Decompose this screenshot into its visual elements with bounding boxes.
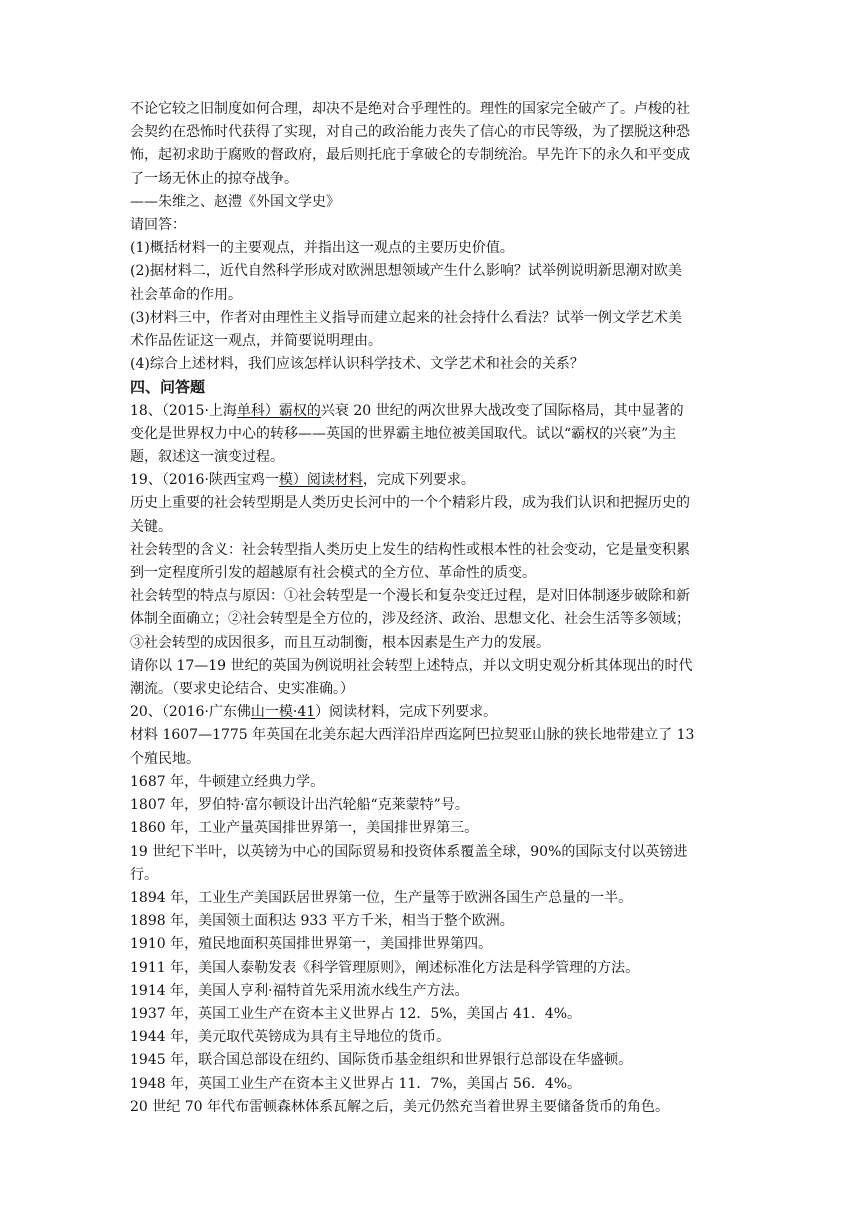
text-line: 历史上重要的社会转型期是人类历史长河中的一个个精彩片段，成为我们认识和把握历史的: [130, 495, 690, 512]
question-20-instruction: ）阅读材料，完成下列要求。: [315, 704, 498, 721]
question-20-prefix: 20、（2016·广东佛: [130, 704, 251, 721]
text-line: 不论它较之旧制度如何合理，却决不是绝对合乎理性的。理性的国家完全破产了。卢梭的社: [130, 101, 690, 117]
text-line: 请你以 17—19 世纪的英国为例说明社会转型上述特点，并以文明史观分析其体现出的时代: [130, 657, 693, 674]
question-19: [130, 469, 732, 701]
text-line: 体制全面确立；②社会转型是全方位的，涉及经济、政治、思想文化、社会生活等多领域；: [130, 611, 690, 628]
text-line: 材料 1607—1775 年英国在北美东起大西洋沿岸西迄阿巴拉契亚山脉的狭长地带建立了 13: [130, 727, 695, 744]
question-18-title: 兴衰 20 世纪的两次世界大战改变了国际格局，其中显著的: [320, 402, 684, 419]
question-19-prefix: 19、（2016·陕西宝鸡一: [130, 472, 279, 489]
question-3-line-1: (3)材料三中，作者对由理性主义指导而建立起来的社会持什么看法？试举一例文学艺术美: [130, 309, 682, 326]
text-line: 怖，起初求助于腐败的督政府，最后则托庇于拿破仑的专制统治。早先许下的永久和平变成: [130, 147, 690, 164]
section-heading: 四、问答题: [130, 378, 206, 397]
timeline-entry: 1911 年，美国人泰勒发表《科学管理原则》，阐述标准化方法是科学管理的方法。: [130, 959, 640, 976]
timeline-entry: 1944 年，美元取代英镑成为具有主导地位的货币。: [130, 1029, 451, 1046]
timeline-entry: 1687 年，牛顿建立经典力学。: [130, 773, 325, 790]
text-line: 会契约在恐怖时代获得了实现，对自己的政治能力丧失了信心的市民等级，为了摆脱这种恐: [130, 124, 690, 141]
question-18-line-2: 变化是世界权力中心的转移——英国的世界霸主地位被美国取代。试以“霸权的兴衰”为主: [130, 425, 677, 442]
timeline-entry: 1860 年，工业产量英国排世界第一，美国排世界第三。: [130, 820, 479, 837]
question-list: [130, 237, 732, 376]
timeline-entry: 行。: [130, 866, 158, 883]
question-3-line-2: 术作品佐证这一观点，并简要说明理由。: [130, 333, 382, 350]
document-page: [130, 98, 732, 1119]
question-20-line-1: [130, 701, 732, 724]
question-19-line-1: [130, 469, 732, 492]
timeline-entry: 1937 年，英国工业生产在资本主义世界占 12．5%，美国占 41．4%。: [130, 1005, 582, 1022]
text-line: 潮流。（要求史论结合、史实准确。）: [130, 681, 354, 698]
timeline-entry: 20 世纪 70 年代布雷顿森林体系瓦解之后，美元仍然充当着世界主要储备货币的角色。: [130, 1098, 669, 1115]
timeline-entry: 1910 年，殖民地面积英国排世界第一，美国排世界第四。: [130, 936, 493, 953]
question-20-underlined: 山一模·41: [250, 704, 316, 721]
question-2-line-2: 社会革命的作用。: [130, 286, 242, 303]
question-1: (1)概括材料一的主要观点，并指出这一观点的主要历史价值。: [130, 240, 514, 257]
question-19-underlined: 模）阅读材料: [278, 472, 363, 489]
source-citation: ——朱维之、赵澧《外国文学史》: [130, 193, 340, 210]
timeline-entry: 1894 年，工业生产美国跃居世界第一位，生产量等于欧洲各国生产总量的一半。: [130, 889, 633, 906]
question-19-instruction: ，完成下列要求。: [362, 472, 475, 489]
question-18-prefix: 18、（2015·上海: [130, 402, 237, 419]
text-line: 到一定程度所引发的超越原有社会模式的全方位、革命性的质变。: [130, 565, 536, 582]
timeline-entry: 1914 年，美国人亨利·福特首先采用流水线生产方法。: [130, 982, 469, 999]
question-18-line-1: [130, 400, 732, 423]
text-line: 社会转型的特点与原因：①社会转型是一个漫长和复杂变迁过程，是对旧体制逐步破除和新: [130, 588, 690, 605]
timeline-entry: 19 世纪下半叶，以英镑为中心的国际贸易和投资体系覆盖全球，90%的国际支付以英镑进: [130, 843, 688, 860]
timeline-entry: 1807 年，罗伯特·富尔顿设计出汽轮船“克莱蒙特”号。: [130, 797, 469, 814]
timeline-entry: 1948 年，英国工业生产在资本主义世界占 11．7%，美国占 56．4%。: [130, 1075, 582, 1092]
text-line: 了一场无休止的掠夺战争。: [130, 170, 298, 187]
text-line: 个殖民地。: [130, 750, 200, 767]
timeline-entry: 1945 年，联合国总部设在纽约、国际货币基金组织和世界银行总部设在华盛顿。: [130, 1052, 633, 1069]
question-20: [130, 701, 732, 1119]
timeline-entry: 1898 年，美国领土面积达 933 平方千米，相当于整个欧洲。: [130, 913, 514, 930]
text-line: 社会转型的含义：社会转型指人类历史上发生的结构性或根本性的社会变动，它是量变积累: [130, 541, 690, 558]
text-line: 关键。: [130, 518, 172, 535]
question-18-line-3: 题，叙述这一演变过程。: [130, 449, 284, 466]
text-line: ③社会转型的成因很多，而且互动制衡，根本因素是生产力的发展。: [130, 634, 550, 651]
question-18: [130, 400, 732, 470]
material-three: [130, 98, 732, 214]
question-2-line-1: (2)据材料二，近代自然科学形成对欧洲思想领域产生什么影响？试举例说明新思潮对欧美: [130, 263, 682, 280]
answer-prompt: 请回答：: [130, 217, 186, 234]
question-4: (4)综合上述材料，我们应该怎样认识科学技术、文学艺术和社会的关系？: [130, 356, 584, 373]
question-18-underlined: 单科）霸权的: [236, 402, 321, 419]
